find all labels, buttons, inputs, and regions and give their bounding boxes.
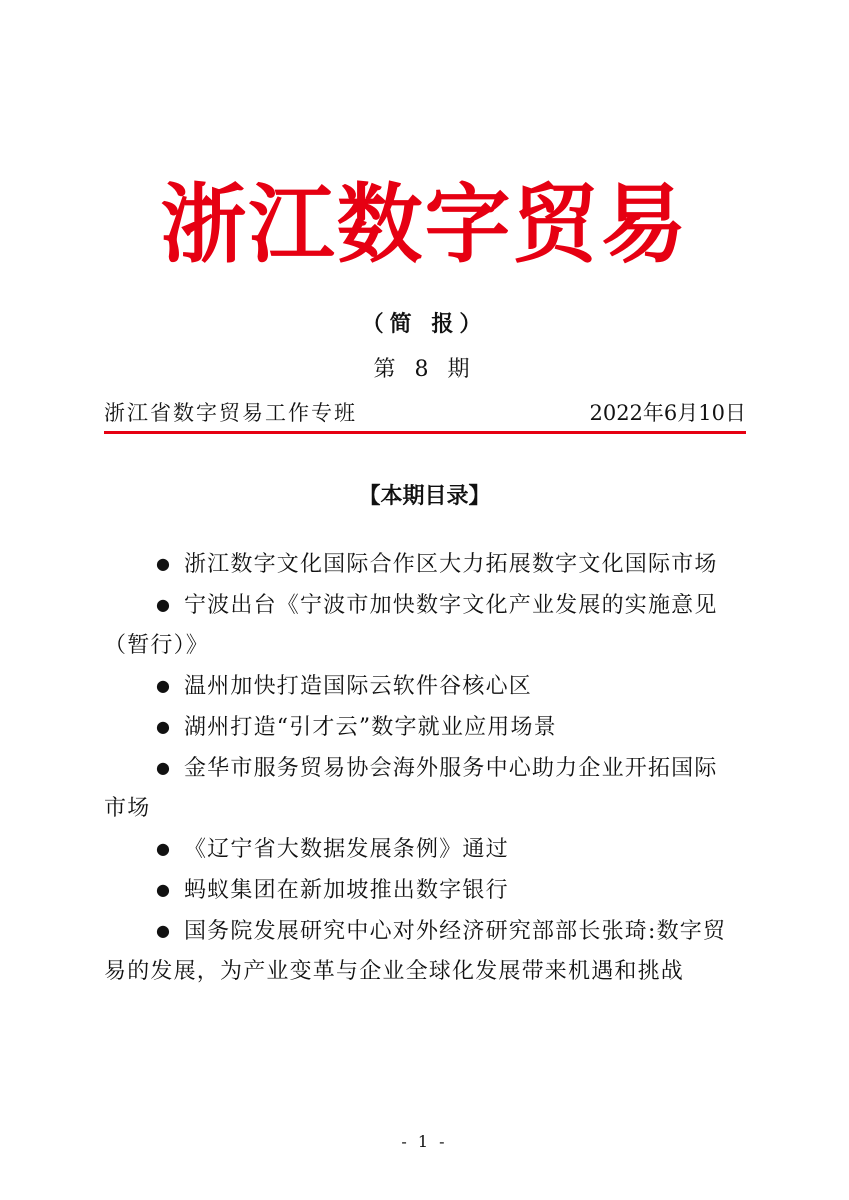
toc-item [104,666,729,707]
toc-item [104,544,729,585]
issue-number: 第 8 期 [373,357,476,382]
toc-item-text: 金华市服务贸易协会海外服务中心助力企业开拓国际市场 [104,756,718,821]
bullet-icon: ● [156,676,170,695]
page-number: - 1 - [401,1132,448,1151]
toc-item-text: 蚂蚁集团在新加坡推出数字银行 [183,878,509,903]
toc-item-text: 《辽宁省大数据发展条例》通过 [183,837,509,862]
toc-item-text: 温州加快打造国际云软件谷核心区 [183,674,532,699]
header-divider [104,431,746,434]
bullet-icon: ● [156,758,170,777]
bullet-icon: ● [156,554,170,573]
publication-info-row [104,398,746,428]
publication-date: 2022年6月10日 [589,401,746,425]
bullet-icon: ● [156,921,170,940]
toc-item [104,707,729,748]
masthead-title: 浙江数字贸易 [160,174,689,275]
toc-item [104,585,729,666]
toc-item-text: 宁波出台《宁波市加快数字文化产业发展的实施意见（暂行）》 [104,593,718,658]
bullet-icon: ● [156,839,170,858]
bullet-icon: ● [156,595,170,614]
toc-item-text: 国务院发展研究中心对外经济研究部部长张琦:数字贸易的发展，为产业变革与企业全球化发展带来机遇和挑战 [104,919,727,984]
bullet-icon: ● [156,717,170,736]
bullet-icon: ● [156,880,170,899]
toc-item [104,748,729,829]
bulletin-subtitle: （简 报） [361,312,488,337]
toc-list [104,544,729,992]
toc-item [104,911,729,992]
toc-heading: 【本期目录】 [358,484,491,509]
toc-item-text: 湖州打造“引才云”数字就业应用场景 [183,715,557,740]
toc-item [104,829,729,870]
publisher-name: 浙江省数字贸易工作专班 [104,401,357,425]
toc-item-text: 浙江数字文化国际合作区大力拓展数字文化国际市场 [183,552,718,577]
toc-item [104,870,729,911]
